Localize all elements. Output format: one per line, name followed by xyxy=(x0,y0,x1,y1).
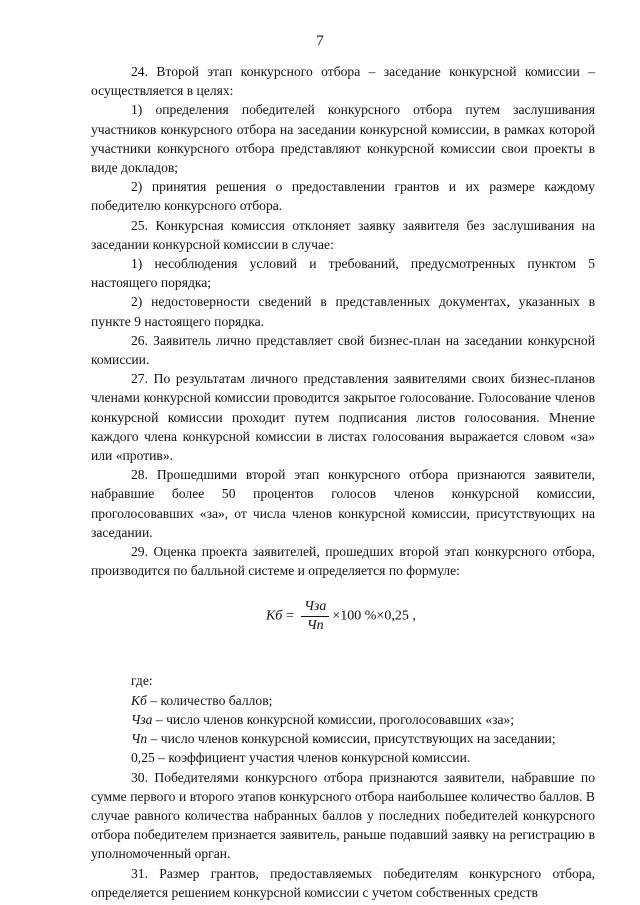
definition-symbol: Кб xyxy=(131,692,147,708)
formula-fraction xyxy=(301,598,329,635)
paragraph-24: 24. Второй этап конкурсного отбора – заседание конкурсной комиссии – осуществляется в целях: xyxy=(91,64,595,99)
paragraph-25-item-2: 2) недостоверности сведений в представленных документах, указанных в пункте 9 настоящего порядка. xyxy=(91,294,595,329)
definition-chp xyxy=(91,729,595,748)
paragraph-29: 29. Оценка проекта заявителей, прошедших второй этап конкурсного отбора, производится по балльной системе и определяется по формуле: xyxy=(91,544,595,579)
paragraph-24-item-1: 1) определения победителей конкурсного отбора путем заслушивания участников конкурсного отбора на заседании конкурсной комиссии, в рамках которой участники конкурсного отбора представляют конкурсной комиссии свои проекты в виде докладов; xyxy=(91,102,595,176)
score-formula xyxy=(91,580,595,657)
definition-text: – число членов конкурсной комиссии, проголосовавших «за»; xyxy=(152,711,515,727)
page-number: 7 xyxy=(316,33,324,49)
paragraph-31: 31. Размер грантов, предоставляемых победителям конкурсного отбора, определяется решением конкурсной комиссии с учетом собственных средств xyxy=(91,865,595,900)
paragraph-25-item-1: 1) несоблюдения условий и требований, предусмотренных пунктом 5 настоящего порядка; xyxy=(91,256,595,291)
definition-text: – число членов конкурсной комиссии, присутствующих на заседании; xyxy=(147,731,556,747)
paragraph-24-item-2: 2) принятия решения о предоставлении грантов и их размере каждому победителю конкурсного отбора. xyxy=(91,179,595,214)
definition-coefficient: 0,25 – коэффициент участия членов конкурсной комиссии. xyxy=(131,750,471,766)
document-body xyxy=(91,62,595,902)
formula-rhs: ×100 %×0,25 , xyxy=(332,609,416,625)
paragraph-30: 30. Победителями конкурсного отбора признаются заявители, набравшие по сумме первого и второго этапов конкурсного отбора наибольшее количество баллов. В случае равного количества набранных баллов у последних победителей конкурсного отбора победителем признается заявитель, раньше подавший заявку на регистрацию в уполномоченный орган. xyxy=(91,769,595,862)
definition-chza xyxy=(91,710,595,729)
paragraph-27: 27. По результатам личного представления заявителями своих бизнес-планов членами конкурсной комиссии проводится закрытое голосование. Голосование членов конкурсной комиссии проходит путем подписания листов голосования. Мнение каждого члена конкурсной комиссии в листах голосования выражается словом «за» или «против». xyxy=(91,371,595,464)
formula-numerator: Чза xyxy=(301,598,329,617)
where-label: где: xyxy=(131,673,153,689)
formula-lhs: Кб xyxy=(266,609,283,625)
formula-equals: = xyxy=(282,609,298,625)
paragraph-26: 26. Заявитель лично представляет свой бизнес-план на заседании конкурсной комиссии. xyxy=(91,332,595,368)
definition-symbol: Чп xyxy=(131,731,148,747)
definition-symbol: Чза xyxy=(131,711,153,727)
formula-denominator: Чп xyxy=(306,618,324,634)
paragraph-28: 28. Прошедшими второй этап конкурсного отбора признаются заявители, набравшие более 50 процентов голосов членов конкурсной комиссии, проголосовавших «за», от числа членов конкурсной комиссии, присутствующих на заседании. xyxy=(91,467,595,540)
paragraph-25: 25. Конкурсная комиссия отклоняет заявку заявителя без заслушивания на заседании конкурсной комиссии в случае: xyxy=(91,217,595,252)
definition-kb xyxy=(91,691,595,710)
definition-text: – количество баллов; xyxy=(146,692,273,708)
